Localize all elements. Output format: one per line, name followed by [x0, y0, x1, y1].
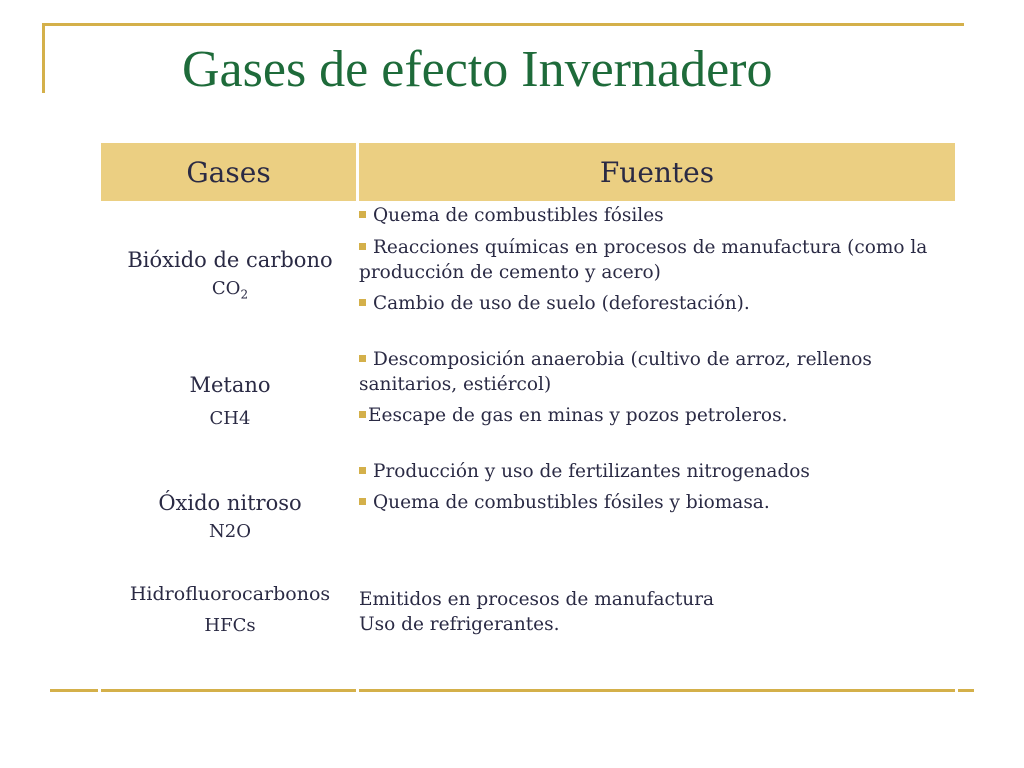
gas-formula-hfcs: HFCs — [204, 615, 256, 636]
source-item: Producción y uso de fertilizantes nitrogenados — [359, 459, 944, 484]
source-item: Reacciones químicas en procesos de manufactura (como la producción de cemento y acero) — [359, 237, 928, 283]
source-item: Cambio de uso de suelo (deforestación). — [359, 291, 944, 316]
gas-formula-co2: $CO_2$ — [211, 278, 249, 302]
bullet-icon — [359, 211, 366, 218]
bottom-rule — [101, 689, 356, 692]
source-item: Descomposición anaerobia (cultivo de arroz, rellenos sanitarios, estiércol) — [359, 349, 872, 395]
gas-name-co2: Bióxido de carbono — [127, 248, 333, 272]
bullet-icon — [359, 411, 366, 418]
gas-formula-ch4: CH4 — [209, 408, 251, 429]
bottom-rule — [359, 689, 955, 692]
header-fuentes: Fuentes — [359, 143, 955, 201]
source-item: Emitidos en procesos de manufactura Uso de refrigerantes. — [359, 589, 715, 635]
gas-name-hfcs: Hidrofluorocarbonos — [129, 583, 331, 605]
source-item: Quema de combustibles fósiles y biomasa. — [359, 490, 944, 515]
bullet-icon — [359, 355, 366, 362]
slide-title: Gases de efecto Invernadero — [182, 41, 773, 98]
gas-formula-n2o: N2O — [209, 521, 251, 542]
bullet-icon — [359, 498, 366, 505]
bottom-rule — [50, 689, 98, 692]
source-item: Quema de combustibles fósiles — [359, 203, 944, 228]
bullet-icon — [359, 243, 366, 250]
header-gases: Gases — [101, 143, 356, 201]
gas-name-ch4: Metano — [189, 373, 271, 397]
frame-top-line — [42, 23, 964, 26]
bullet-icon — [359, 467, 366, 474]
frame-left-line — [42, 23, 45, 93]
source-item: Eescape de gas en minas y pozos petroleros. — [359, 403, 944, 428]
bullet-icon — [359, 299, 366, 306]
gas-name-n2o: Óxido nitroso — [158, 491, 302, 515]
bottom-rule — [958, 689, 974, 692]
